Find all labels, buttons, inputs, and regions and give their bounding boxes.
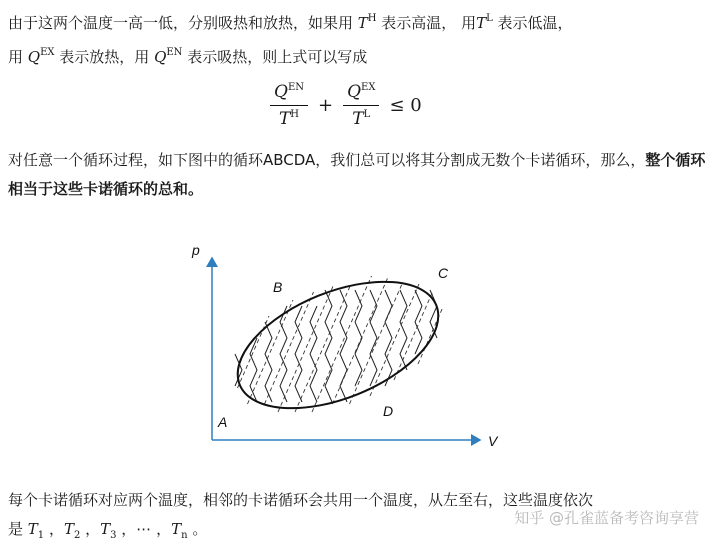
symbol-t-low: $T^L$ bbox=[476, 13, 493, 32]
carnot-isotherm-line bbox=[248, 300, 294, 404]
pv-cycle-diagram bbox=[180, 228, 510, 458]
zhihu-watermark: 知乎 @孔雀蓝备考咨询享营 bbox=[514, 509, 699, 527]
fraction-ex-over-l: $\frac{Q^{EX}}{T^L}$ bbox=[343, 82, 379, 129]
symbol-q-ex: $Q^{EX}$ bbox=[27, 47, 55, 66]
symbol-t1: $T_1$ bbox=[27, 520, 45, 541]
carnot-adiabat-line bbox=[325, 290, 332, 402]
carnot-isotherm-line bbox=[265, 292, 314, 404]
cycle-abcda-ellipse bbox=[220, 256, 456, 434]
ellipsis: ⋯ bbox=[136, 520, 152, 538]
intro-text: 表示吸热，则上式可以写成 bbox=[182, 48, 368, 66]
temperature-text-line-1: 每个卡诺循环对应两个温度，相邻的卡诺循环会共用一个温度，从左至右，这些温度依次 bbox=[8, 491, 594, 509]
cycle-bold-text: 整个循环相当于这些卡诺循环的总和。 bbox=[8, 151, 706, 198]
point-label-d: D bbox=[383, 403, 394, 419]
carnot-isotherm-line bbox=[278, 284, 334, 412]
clausius-inequality-formula bbox=[270, 75, 422, 135]
carnot-cycle-mesh bbox=[235, 276, 443, 412]
axis-label-p: p bbox=[192, 242, 200, 258]
intro-paragraph bbox=[8, 4, 708, 72]
carnot-adiabat-line bbox=[280, 306, 287, 402]
carnot-adiabat-line bbox=[250, 338, 257, 402]
temperature-text: 是 bbox=[8, 520, 28, 538]
temperature-sequence-line: 是 $T_1$ ，$T_2$ ，$T_3$ ，⋯ ，$T_n$ 。 bbox=[8, 520, 208, 541]
plus-sign: + bbox=[318, 94, 334, 116]
intro-text: 表示低温， bbox=[492, 14, 573, 32]
carnot-isotherm-line bbox=[238, 316, 270, 388]
cycle-paragraph bbox=[8, 146, 708, 204]
intro-line-1 bbox=[8, 4, 708, 38]
intro-text: 表示放热，用 bbox=[54, 48, 155, 66]
intro-text: 用 bbox=[8, 48, 28, 66]
symbol-q-en: $Q^{EN}$ bbox=[154, 47, 183, 66]
fraction-en-over-h: $\frac{Q^{EN}}{T^H}$ bbox=[270, 82, 308, 129]
axis-label-v: V bbox=[488, 433, 498, 449]
less-equal-zero: ≤ 0 bbox=[389, 94, 422, 116]
carnot-isotherm-line bbox=[394, 292, 433, 380]
point-label-a: A bbox=[218, 414, 228, 430]
symbol-t-high: $T^H$ bbox=[357, 13, 377, 32]
cycle-text: 对任意一个循环过程，如下图中的循环ABCDA，我们总可以将其分割成无数个卡诺循环，那么， bbox=[8, 151, 646, 169]
symbol-tn: $T_n$ bbox=[171, 520, 188, 541]
intro-text: 表示高温， 用 bbox=[376, 14, 477, 32]
symbol-t3: $T_3$ bbox=[100, 520, 117, 541]
carnot-adiabat-line bbox=[310, 306, 317, 402]
intro-text: 由于这两个温度一高一低，分别吸热和放热，如果用 bbox=[8, 14, 358, 32]
carnot-adiabat-line bbox=[385, 290, 392, 386]
carnot-adiabat-line bbox=[415, 290, 422, 354]
intro-line-2 bbox=[8, 38, 708, 72]
symbol-t2: $T_2$ bbox=[63, 520, 81, 541]
point-label-c: C bbox=[438, 265, 449, 281]
point-label-b: B bbox=[273, 279, 283, 295]
